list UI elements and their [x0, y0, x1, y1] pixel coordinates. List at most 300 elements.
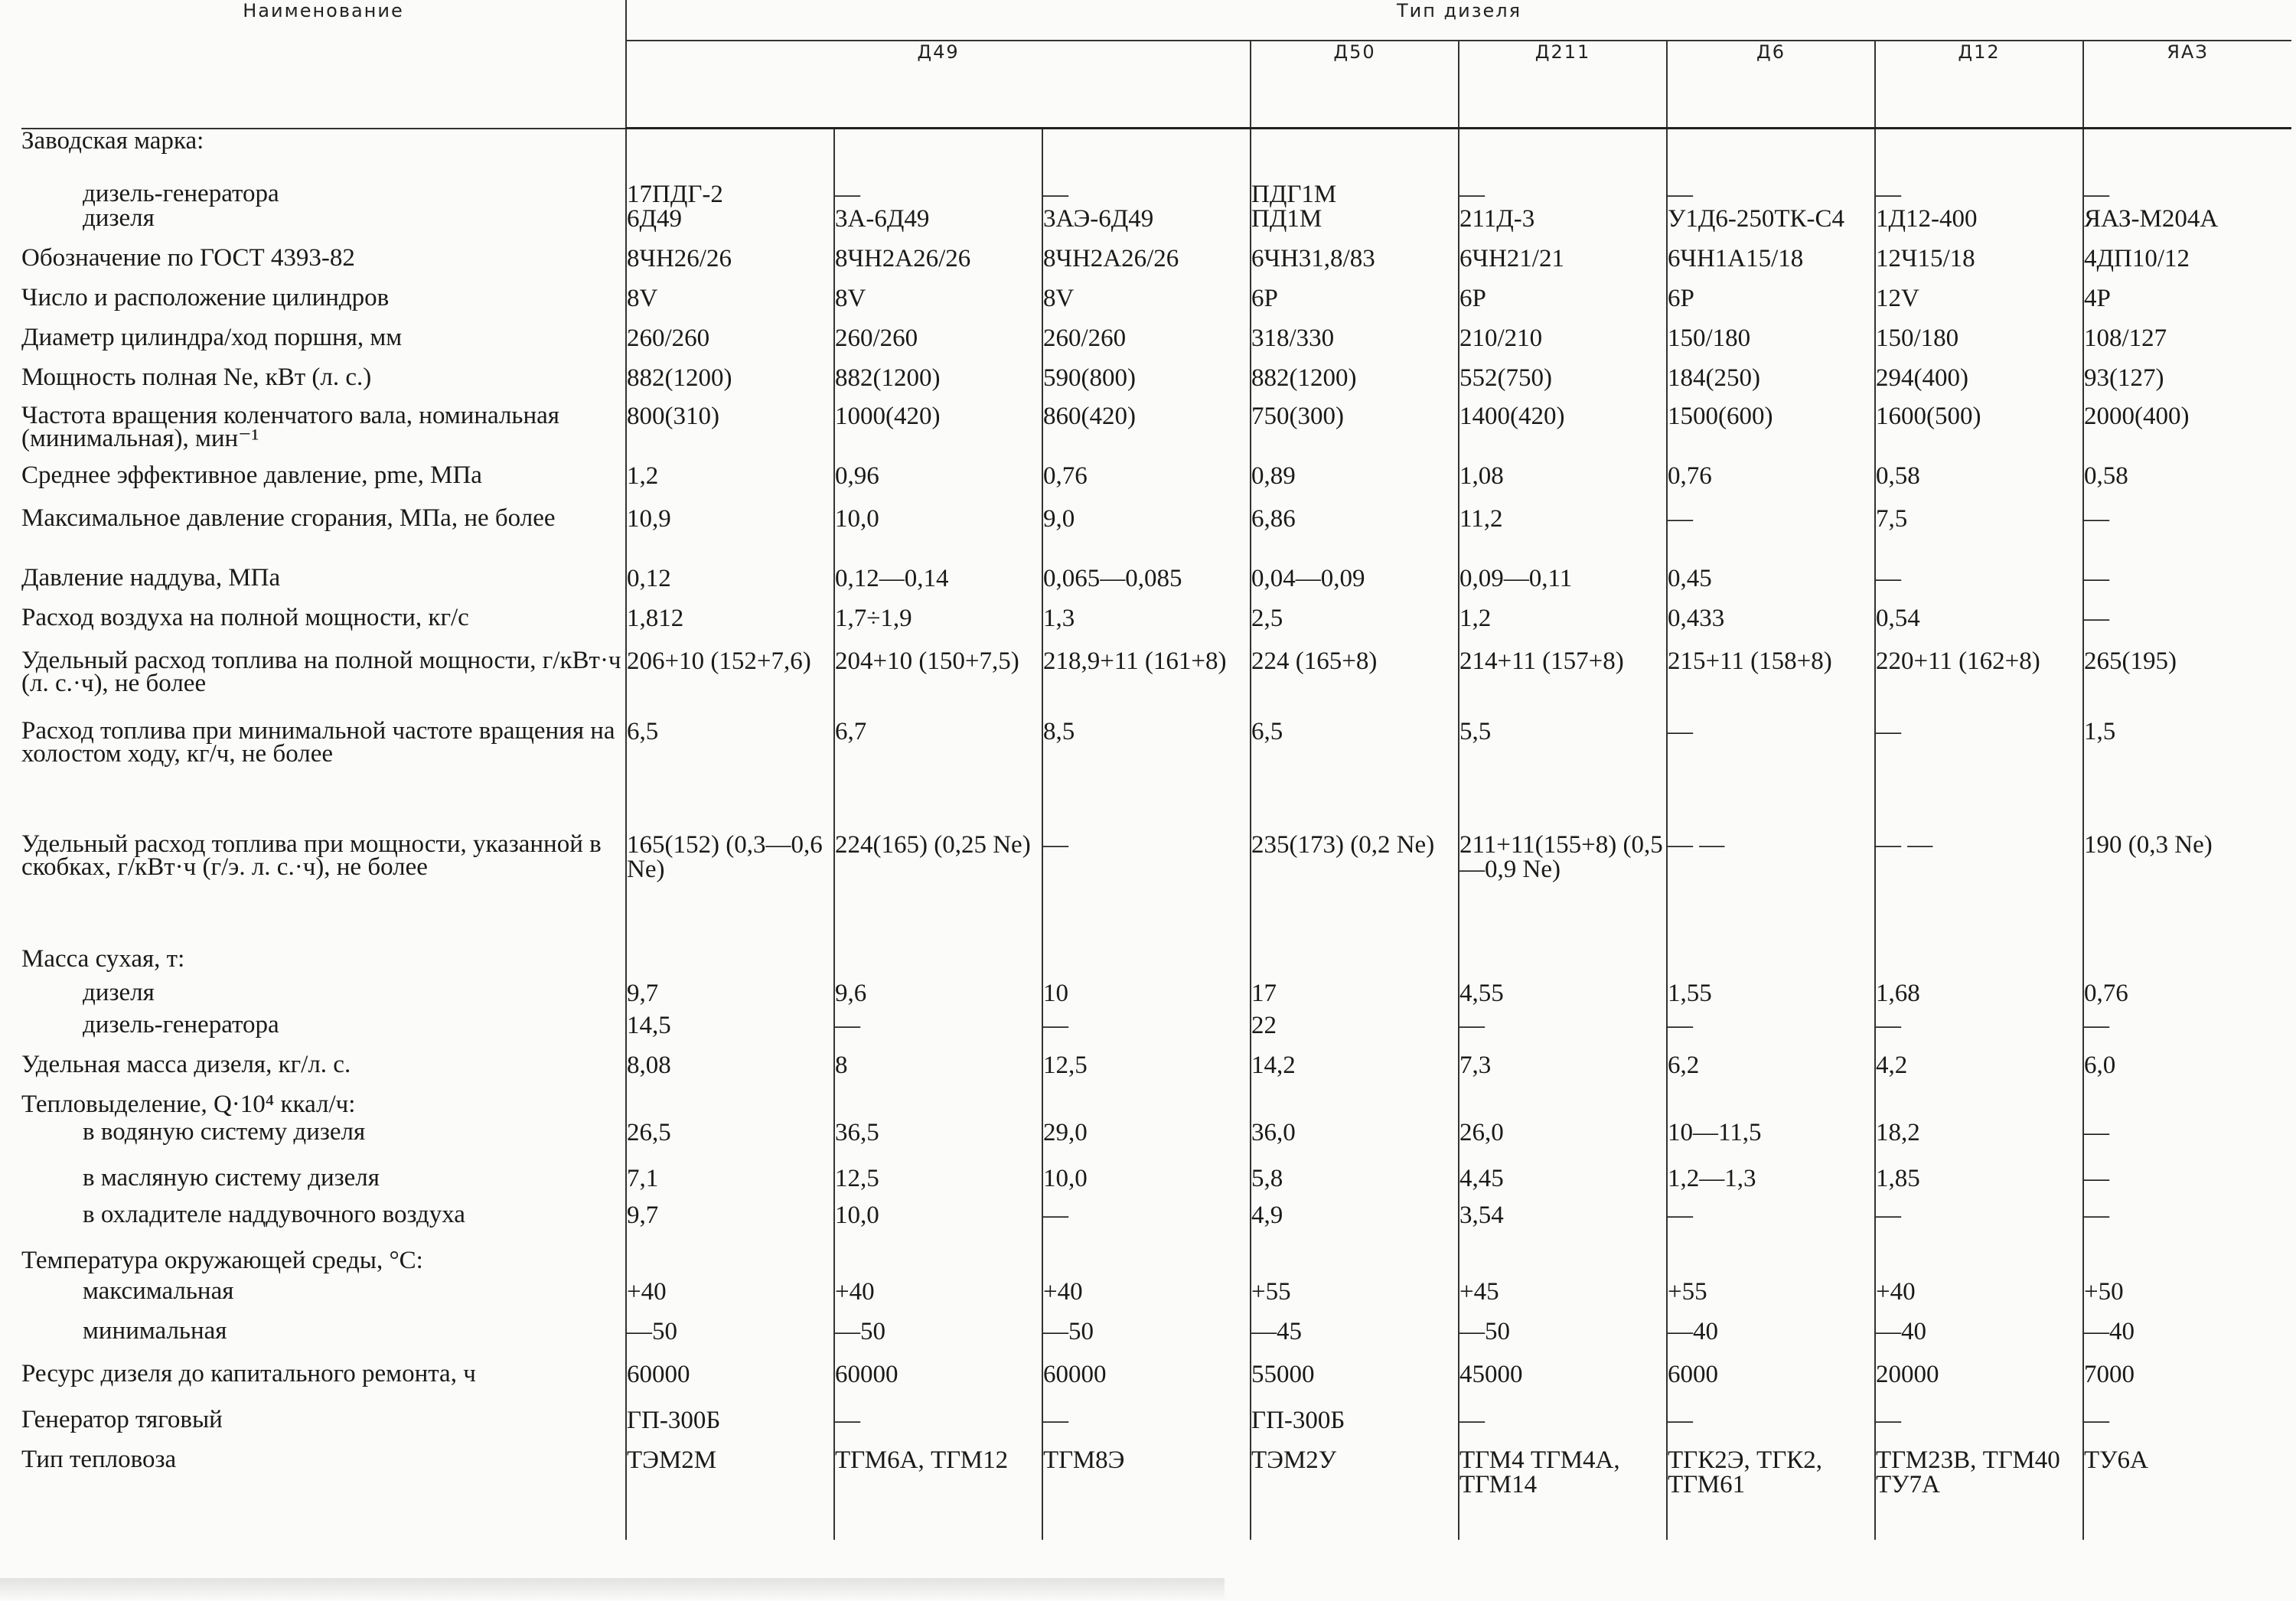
cell-value: —40 [1875, 1319, 2083, 1362]
cell-value: — [1459, 182, 1667, 207]
cell-value: 8 [834, 1053, 1042, 1093]
table-row [21, 1280, 2291, 1319]
row-label: Удельный расход топлива на полной мощности, г/кВт·ч (л. с.·ч), не более [21, 649, 626, 719]
cell-value: ПДГ1М [1251, 182, 1459, 207]
cell-value: 6000 [1667, 1362, 1875, 1408]
cell-value: — [1459, 1408, 1667, 1448]
cell-value: —45 [1251, 1319, 1459, 1362]
cell-value: — — [1667, 833, 1875, 947]
cell-value [1875, 947, 2083, 981]
cell-value [1042, 129, 1251, 182]
cell-value: +40 [1042, 1280, 1251, 1319]
cell-value [1251, 1093, 1459, 1120]
cell-value: 150/180 [1667, 326, 1875, 366]
cell-value: 552(750) [1459, 366, 1667, 404]
table-row [21, 286, 2291, 326]
cell-value: 210/210 [1459, 326, 1667, 366]
cell-value: 214+11 (157+8) [1459, 649, 1667, 719]
cell-value: 211+11(155+8) (0,5—0,9 Ne) [1459, 833, 1667, 947]
cell-value: ТГМ23В, ТГМ40 ТУ7А [1875, 1448, 2083, 1540]
cell-value: +40 [1875, 1280, 2083, 1319]
cell-value: — [1875, 182, 2083, 207]
cell-value: 8ЧН26/26 [626, 246, 834, 286]
cell-value: 882(1200) [1251, 366, 1459, 404]
cell-value: 0,065—0,085 [1042, 566, 1251, 606]
table-row [21, 649, 2291, 719]
cell-value [1251, 129, 1459, 182]
table-row [21, 947, 2291, 981]
table-row [21, 981, 2291, 1013]
cell-value [2083, 129, 2291, 182]
cell-value [1042, 947, 1251, 981]
cell-value: 8ЧН2А26/26 [1042, 246, 1251, 286]
cell-value: 294(400) [1875, 366, 2083, 404]
cell-value: — [1875, 566, 2083, 606]
cell-value: ТЭМ2У [1251, 1448, 1459, 1540]
cell-value: ГП-300Б [626, 1408, 834, 1448]
cell-value: — [2083, 1166, 2291, 1203]
cell-value: ТЭМ2М [626, 1448, 834, 1540]
table-row [21, 182, 2291, 207]
row-label: Температура окружающей среды, °С: [21, 1249, 626, 1280]
cell-value: — [2083, 507, 2291, 566]
cell-value: 204+10 (150+7,5) [834, 649, 1042, 719]
cell-value: 7000 [2083, 1362, 2291, 1408]
cell-value [1459, 1093, 1667, 1120]
cell-value: 1,68 [1875, 981, 2083, 1013]
row-label: Расход топлива при минимальной частоте вращения на холостом ходу, кг/ч, не более [21, 719, 626, 833]
row-label: Расход воздуха на полной мощности, кг/с [21, 606, 626, 649]
cell-value [1042, 1249, 1251, 1280]
cell-value: 93(127) [2083, 366, 2291, 404]
cell-value: — [1042, 182, 1251, 207]
row-label: Тепловыделение, Q·10⁴ ккал/ч: [21, 1093, 626, 1120]
cell-value: 211Д-3 [1459, 207, 1667, 246]
cell-value [1042, 1093, 1251, 1120]
row-label: в масляную систему дизеля [21, 1166, 626, 1203]
cell-value: 17 [1251, 981, 1459, 1013]
cell-value: 6ЧН1А15/18 [1667, 246, 1875, 286]
cell-value: — [834, 182, 1042, 207]
cell-value: 6,5 [1251, 719, 1459, 833]
cell-value: ЯАЗ-М204А [2083, 207, 2291, 246]
cell-value: 6,0 [2083, 1053, 2291, 1093]
header-model-d211: Д211 [1459, 41, 1667, 129]
cell-value: 22 [1251, 1013, 1459, 1053]
table-row [21, 1408, 2291, 1448]
cell-value: 0,09—0,11 [1459, 566, 1667, 606]
row-label: дизеля [21, 981, 626, 1013]
row-label: Обозначение по ГОСТ 4393-82 [21, 246, 626, 286]
table-row [21, 1053, 2291, 1093]
cell-value: ТУ6А [2083, 1448, 2291, 1540]
cell-value: У1Д6-250ТК-С4 [1667, 207, 1875, 246]
cell-value [1875, 1249, 2083, 1280]
cell-value: 8V [626, 286, 834, 326]
cell-value: — [1667, 182, 1875, 207]
cell-value: 55000 [1251, 1362, 1459, 1408]
cell-value: 6Д49 [626, 207, 834, 246]
cell-value: 260/260 [626, 326, 834, 366]
row-label: дизеля [21, 207, 626, 246]
cell-value: +40 [626, 1280, 834, 1319]
cell-value [834, 947, 1042, 981]
cell-value: 184(250) [1667, 366, 1875, 404]
cell-value: 6Р [1251, 286, 1459, 326]
cell-value: 6,86 [1251, 507, 1459, 566]
cell-value: — [1667, 719, 1875, 833]
cell-value: — [1042, 1013, 1251, 1053]
cell-value: +55 [1251, 1280, 1459, 1319]
row-label: Частота вращения коленчатого вала, номинальная (минимальная), мин⁻¹ [21, 404, 626, 464]
cell-value: — [1042, 1408, 1251, 1448]
cell-value: ТГМ8Э [1042, 1448, 1251, 1540]
cell-value: 4ДП10/12 [2083, 246, 2291, 286]
row-label: дизель-генератора [21, 1013, 626, 1053]
cell-value: — [1667, 1013, 1875, 1053]
cell-value: 224 (165+8) [1251, 649, 1459, 719]
cell-value: 750(300) [1251, 404, 1459, 464]
row-label: в охладителе наддувочного воздуха [21, 1203, 626, 1249]
cell-value: 8ЧН2А26/26 [834, 246, 1042, 286]
cell-value: 2000(400) [2083, 404, 2291, 464]
cell-value: 1000(420) [834, 404, 1042, 464]
cell-value: — [1042, 1203, 1251, 1249]
cell-value: ГП-300Б [1251, 1408, 1459, 1448]
cell-value: 5,8 [1251, 1166, 1459, 1203]
row-label: Генератор тяговый [21, 1408, 626, 1448]
table-row [21, 606, 2291, 649]
cell-value: ТГМ4 ТГМ4А, ТГМ14 [1459, 1448, 1667, 1540]
table-row [21, 719, 2291, 833]
header-model-yaz: ЯАЗ [2083, 41, 2291, 129]
cell-value: 10,9 [626, 507, 834, 566]
cell-value: —40 [2083, 1319, 2291, 1362]
cell-value: — [2083, 1120, 2291, 1166]
cell-value: 0,76 [1667, 464, 1875, 507]
cell-value: — [1667, 507, 1875, 566]
cell-value: 6,5 [626, 719, 834, 833]
row-label: дизель-генератора [21, 182, 626, 207]
cell-value: 6Р [1459, 286, 1667, 326]
cell-value [1667, 129, 1875, 182]
row-label: максимальная [21, 1280, 626, 1319]
cell-value [1251, 947, 1459, 981]
row-label: минимальная [21, 1319, 626, 1362]
cell-value: 1,7÷1,9 [834, 606, 1042, 649]
table-row [21, 246, 2291, 286]
row-label: Тип тепловоза [21, 1448, 626, 1540]
cell-value: 60000 [1042, 1362, 1251, 1408]
cell-value: — [834, 1408, 1042, 1448]
cell-value: 860(420) [1042, 404, 1251, 464]
cell-value: — [2083, 566, 2291, 606]
cell-value: 4,45 [1459, 1166, 1667, 1203]
cell-value: 5,5 [1459, 719, 1667, 833]
table-row [21, 1120, 2291, 1166]
cell-value: — [1667, 1203, 1875, 1249]
cell-value: — [2083, 1408, 2291, 1448]
diesel-spec-table [21, 0, 2291, 1540]
table-row [21, 366, 2291, 404]
cell-value [834, 1093, 1042, 1120]
row-label: Максимальное давление сгорания, МПа, не более [21, 507, 626, 566]
cell-value: — [834, 1013, 1042, 1053]
cell-value: — [2083, 1013, 2291, 1053]
cell-value: — [1459, 1013, 1667, 1053]
cell-value: — [2083, 182, 2291, 207]
cell-value: — [1875, 1013, 2083, 1053]
cell-value: 0,96 [834, 464, 1042, 507]
cell-value: 20000 [1875, 1362, 2083, 1408]
row-label: Заводская марка: [21, 129, 626, 182]
cell-value: ТГК2Э, ТГК2, ТГМ61 [1667, 1448, 1875, 1540]
cell-value: 0,433 [1667, 606, 1875, 649]
header-model-d49: Д49 [626, 41, 1251, 129]
cell-value [2083, 947, 2291, 981]
cell-value: 206+10 (152+7,6) [626, 649, 834, 719]
cell-value: 10,0 [834, 507, 1042, 566]
cell-value: 1,2 [626, 464, 834, 507]
cell-value [1459, 1249, 1667, 1280]
cell-value: 190 (0,3 Ne) [2083, 833, 2291, 947]
cell-value: 18,2 [1875, 1120, 2083, 1166]
cell-value: 4Р [2083, 286, 2291, 326]
cell-value: ТГМ6А, ТГМ12 [834, 1448, 1042, 1540]
cell-value: 6ЧН31,8/83 [1251, 246, 1459, 286]
cell-value: 4,55 [1459, 981, 1667, 1013]
cell-value: 0,12 [626, 566, 834, 606]
table-row [21, 1093, 2291, 1120]
row-label: Масса сухая, т: [21, 947, 626, 981]
cell-value: — [1042, 833, 1251, 947]
table-row [21, 1319, 2291, 1362]
cell-value [834, 129, 1042, 182]
cell-value [626, 1093, 834, 1120]
cell-value: — [1875, 1203, 2083, 1249]
cell-value: 8V [834, 286, 1042, 326]
header-model-d50: Д50 [1251, 41, 1459, 129]
cell-value: 1,2—1,3 [1667, 1166, 1875, 1203]
cell-value [834, 1249, 1042, 1280]
cell-value: 9,7 [626, 1203, 834, 1249]
table-row [21, 1249, 2291, 1280]
cell-value: 14,5 [626, 1013, 834, 1053]
cell-value: 882(1200) [626, 366, 834, 404]
table-row [21, 507, 2291, 566]
cell-value: 4,2 [1875, 1053, 2083, 1093]
row-label: Удельная масса дизеля, кг/л. с. [21, 1053, 626, 1093]
cell-value: 29,0 [1042, 1120, 1251, 1166]
header-diesel-type: Тип дизеля [626, 0, 2291, 41]
table-row [21, 207, 2291, 246]
cell-value: 1400(420) [1459, 404, 1667, 464]
header-name-column: Наименование [21, 0, 626, 129]
cell-value [1667, 947, 1875, 981]
cell-value: ПД1М [1251, 207, 1459, 246]
cell-value: 1,55 [1667, 981, 1875, 1013]
cell-value: 7,3 [1459, 1053, 1667, 1093]
cell-value: 8V [1042, 286, 1251, 326]
cell-value [1459, 129, 1667, 182]
cell-value: 10 [1042, 981, 1251, 1013]
table-row [21, 833, 2291, 947]
cell-value: 9,6 [834, 981, 1042, 1013]
cell-value: 10—11,5 [1667, 1120, 1875, 1166]
cell-value: 800(310) [626, 404, 834, 464]
cell-value: 1,812 [626, 606, 834, 649]
cell-value: 1Д12-400 [1875, 207, 2083, 246]
cell-value [1875, 129, 2083, 182]
cell-value: 11,2 [1459, 507, 1667, 566]
cell-value: 12,5 [1042, 1053, 1251, 1093]
cell-value: — [2083, 606, 2291, 649]
cell-value: — — [1875, 833, 2083, 947]
row-label: Среднее эффективное давление, pme, МПа [21, 464, 626, 507]
header-model-d12: Д12 [1875, 41, 2083, 129]
cell-value: 1,2 [1459, 606, 1667, 649]
cell-value: 0,58 [1875, 464, 2083, 507]
table-row [21, 464, 2291, 507]
cell-value: 0,45 [1667, 566, 1875, 606]
table-body [21, 126, 2291, 1540]
cell-value: 218,9+11 (161+8) [1042, 649, 1251, 719]
cell-value: 1500(600) [1667, 404, 1875, 464]
cell-value: 215+11 (158+8) [1667, 649, 1875, 719]
cell-value: 318/330 [1251, 326, 1459, 366]
scan-edge-shadow [0, 1578, 1225, 1601]
cell-value: 9,7 [626, 981, 834, 1013]
cell-value [2083, 1093, 2291, 1120]
cell-value: 260/260 [834, 326, 1042, 366]
cell-value [626, 947, 834, 981]
cell-value: 6,2 [1667, 1053, 1875, 1093]
cell-value: 0,54 [1875, 606, 2083, 649]
cell-value: 3,54 [1459, 1203, 1667, 1249]
cell-value: —40 [1667, 1319, 1875, 1362]
cell-value: 235(173) (0,2 Ne) [1251, 833, 1459, 947]
cell-value: — [1875, 1408, 2083, 1448]
cell-value: 6,7 [834, 719, 1042, 833]
cell-value: 26,0 [1459, 1120, 1667, 1166]
cell-value: 165(152) (0,3—0,6 Ne) [626, 833, 834, 947]
table-row [21, 404, 2291, 464]
cell-value: 10,0 [1042, 1166, 1251, 1203]
cell-value: 2,5 [1251, 606, 1459, 649]
cell-value: 8,08 [626, 1053, 834, 1093]
cell-value: 12Ч15/18 [1875, 246, 2083, 286]
cell-value: 108/127 [2083, 326, 2291, 366]
row-label: в водяную систему дизеля [21, 1120, 626, 1166]
cell-value: 12,5 [834, 1166, 1042, 1203]
cell-value: 260/260 [1042, 326, 1251, 366]
cell-value: —50 [1459, 1319, 1667, 1362]
cell-value: 1,85 [1875, 1166, 2083, 1203]
cell-value: 60000 [834, 1362, 1042, 1408]
cell-value: 9,0 [1042, 507, 1251, 566]
cell-value: —50 [1042, 1319, 1251, 1362]
table-row [21, 1362, 2291, 1408]
cell-value: 0,58 [2083, 464, 2291, 507]
cell-value: 12V [1875, 286, 2083, 326]
cell-value [1459, 947, 1667, 981]
cell-value: 0,12—0,14 [834, 566, 1042, 606]
cell-value: 6ЧН21/21 [1459, 246, 1667, 286]
cell-value [626, 1249, 834, 1280]
cell-value: 3А-6Д49 [834, 207, 1042, 246]
cell-value: 3АЭ-6Д49 [1042, 207, 1251, 246]
cell-value: 14,2 [1251, 1053, 1459, 1093]
cell-value: 7,5 [1875, 507, 2083, 566]
row-label: Давление наддува, МПа [21, 566, 626, 606]
cell-value: 36,0 [1251, 1120, 1459, 1166]
cell-value: 220+11 (162+8) [1875, 649, 2083, 719]
table-row [21, 1203, 2291, 1249]
table-row [21, 1166, 2291, 1203]
row-label: Мощность полная Ne, кВт (л. с.) [21, 366, 626, 404]
cell-value: 1,5 [2083, 719, 2291, 833]
cell-value [1875, 1093, 2083, 1120]
cell-value: +55 [1667, 1280, 1875, 1319]
cell-value: 0,89 [1251, 464, 1459, 507]
row-label: Удельный расход топлива при мощности, указанной в скобках, г/кВт·ч (г/э. л. с.·ч), не более [21, 833, 626, 947]
row-label: Диаметр цилиндра/ход поршня, мм [21, 326, 626, 366]
cell-value [1251, 1249, 1459, 1280]
row-label: Число и расположение цилиндров [21, 286, 626, 326]
cell-value: — [1667, 1408, 1875, 1448]
cell-value: — [1875, 719, 2083, 833]
cell-value: 4,9 [1251, 1203, 1459, 1249]
cell-value: 1,3 [1042, 606, 1251, 649]
cell-value [1667, 1249, 1875, 1280]
table-row [21, 326, 2291, 366]
cell-value: 0,04—0,09 [1251, 566, 1459, 606]
cell-value: 0,76 [1042, 464, 1251, 507]
cell-value: +40 [834, 1280, 1042, 1319]
cell-value: 882(1200) [834, 366, 1042, 404]
cell-value [1667, 1093, 1875, 1120]
cell-value: 8,5 [1042, 719, 1251, 833]
cell-value: 150/180 [1875, 326, 2083, 366]
table-row [21, 1013, 2291, 1053]
header-model-d6: Д6 [1667, 41, 1875, 129]
cell-value: — [2083, 1203, 2291, 1249]
cell-value: 45000 [1459, 1362, 1667, 1408]
table-row [21, 566, 2291, 606]
cell-value: 6Р [1667, 286, 1875, 326]
cell-value: 0,76 [2083, 981, 2291, 1013]
cell-value: +45 [1459, 1280, 1667, 1319]
cell-value [626, 129, 834, 182]
cell-value [2083, 1249, 2291, 1280]
cell-value: 7,1 [626, 1166, 834, 1203]
cell-value: —50 [626, 1319, 834, 1362]
cell-value: 224(165) (0,25 Ne) [834, 833, 1042, 947]
cell-value: 265(195) [2083, 649, 2291, 719]
cell-value: 60000 [626, 1362, 834, 1408]
table-row [21, 129, 2291, 182]
cell-value: 26,5 [626, 1120, 834, 1166]
cell-value: 17ПДГ-2 [626, 182, 834, 207]
row-label: Ресурс дизеля до капитального ремонта, ч [21, 1362, 626, 1408]
cell-value: 10,0 [834, 1203, 1042, 1249]
cell-value: —50 [834, 1319, 1042, 1362]
cell-value: 36,5 [834, 1120, 1042, 1166]
table-row [21, 1448, 2291, 1540]
cell-value: 1,08 [1459, 464, 1667, 507]
cell-value: +50 [2083, 1280, 2291, 1319]
cell-value: 590(800) [1042, 366, 1251, 404]
